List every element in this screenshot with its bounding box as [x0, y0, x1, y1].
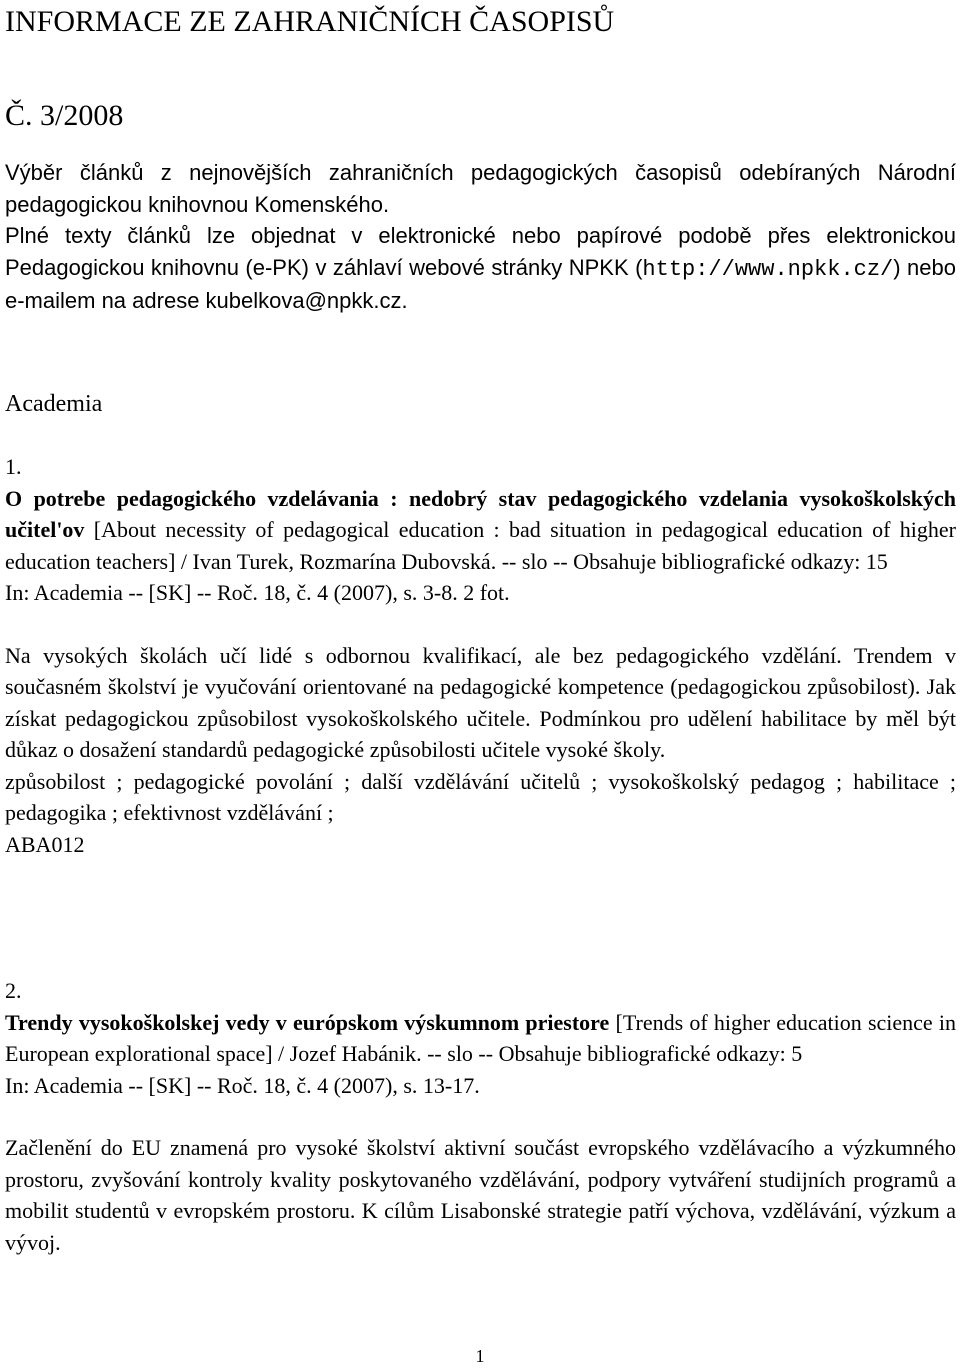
issue-number: Č. 3/2008: [5, 99, 124, 132]
article-abstract: Na vysokých školách učí lidé s odbornou kvalifikací, ale bez pedagogického vzdělání. Trendem v současném školství je vyučování orientované na pedagogické kompetence (pedagogickou způsobilost). Jak získat pedagogickou způsobilost vysokoškolského učitele. Podmínkou pro udělení habilitace by měl být důkaz o dosažení standardů pedagogické způsobilosti učitele vysoké školy.: [5, 642, 956, 762]
intro-email-text: ) nebo e-mailem na adrese kubelkova@npkk.cz.: [5, 254, 956, 313]
article-2: [5, 975, 956, 1258]
intro-paragraph-1: Výběr článků z nejnovějších zahraničních pedagogických časopisů odebíraných Národní pedagogickou knihovnou Komenského.: [5, 160, 956, 217]
intro-paragraph-2: [5, 220, 956, 317]
document-title: INFORMACE ZE ZAHRANIČNÍCH ČASOPISŮ: [5, 5, 615, 38]
article-abstract: Začlenění do EU znamená pro vysoké školství aktivní součást evropského vzdělávacího a výzkumného prostoru, zvyšování kontroly kvality poskytovaného vzdělávání, podpory vytváření studijních programů a mobilit studentů v evropském prostoru. K cílům Lisabonské strategie patří výchova, vzdělávání, výzkum a vývoj.: [5, 1135, 956, 1255]
page-number: 1: [475, 1346, 485, 1366]
article-title: O potrebe pedagogického vzdelávania : nedobrý stav pedagogického vzdelania vysokoškolských učitel'ov: [5, 485, 956, 542]
article-number: 2.: [5, 978, 22, 1003]
article-citation: [5, 1007, 956, 1070]
article-code: ABA012: [5, 831, 85, 857]
article-number: 1.: [5, 454, 22, 479]
section-heading: Academia: [5, 391, 103, 417]
article-bibliographic-details: [Trends of higher education science in European explorational space] / Jozef Habánik. -- slo -- Obsahuje bibliografické odkazy: 5: [5, 1009, 956, 1066]
article-title: Trendy vysokoškolskej vedy v európskom výskumnom priestore: [5, 1009, 610, 1035]
npkk-url-link[interactable]: http://www.npkk.cz/: [642, 256, 894, 282]
spacer: [5, 609, 956, 640]
article-citation: [5, 483, 956, 578]
article-keywords: způsobilost ; pedagogické povolání ; další vzdělávání učitelů ; vysokoškolský pedagog ; habilitace ; pedagogika ; efektivnost vzdělávání ;: [5, 768, 956, 825]
article-1: [5, 451, 956, 860]
article-source: In: Academia -- [SK] -- Roč. 18, č. 4 (2007), s. 13-17.: [5, 1072, 480, 1098]
intro-block: [5, 157, 956, 317]
article-source: In: Academia -- [SK] -- Roč. 18, č. 4 (2007), s. 3-8. 2 fot.: [5, 580, 510, 605]
intro-order-text: Plné texty článků lze objednat v elektronické nebo papírové podobě přes elektronickou Pedagogickou knihovnu (e-PK) v záhlaví webové stránky NPKK (: [5, 223, 956, 280]
article-bibliographic-details: [About necessity of pedagogical education : bad situation in pedagogical education of higher education teachers] / Ivan Turek, Rozmarína Dubovská. -- slo -- Obsahuje bibliografické odkazy: 15: [5, 517, 956, 574]
spacer: [5, 1101, 956, 1132]
